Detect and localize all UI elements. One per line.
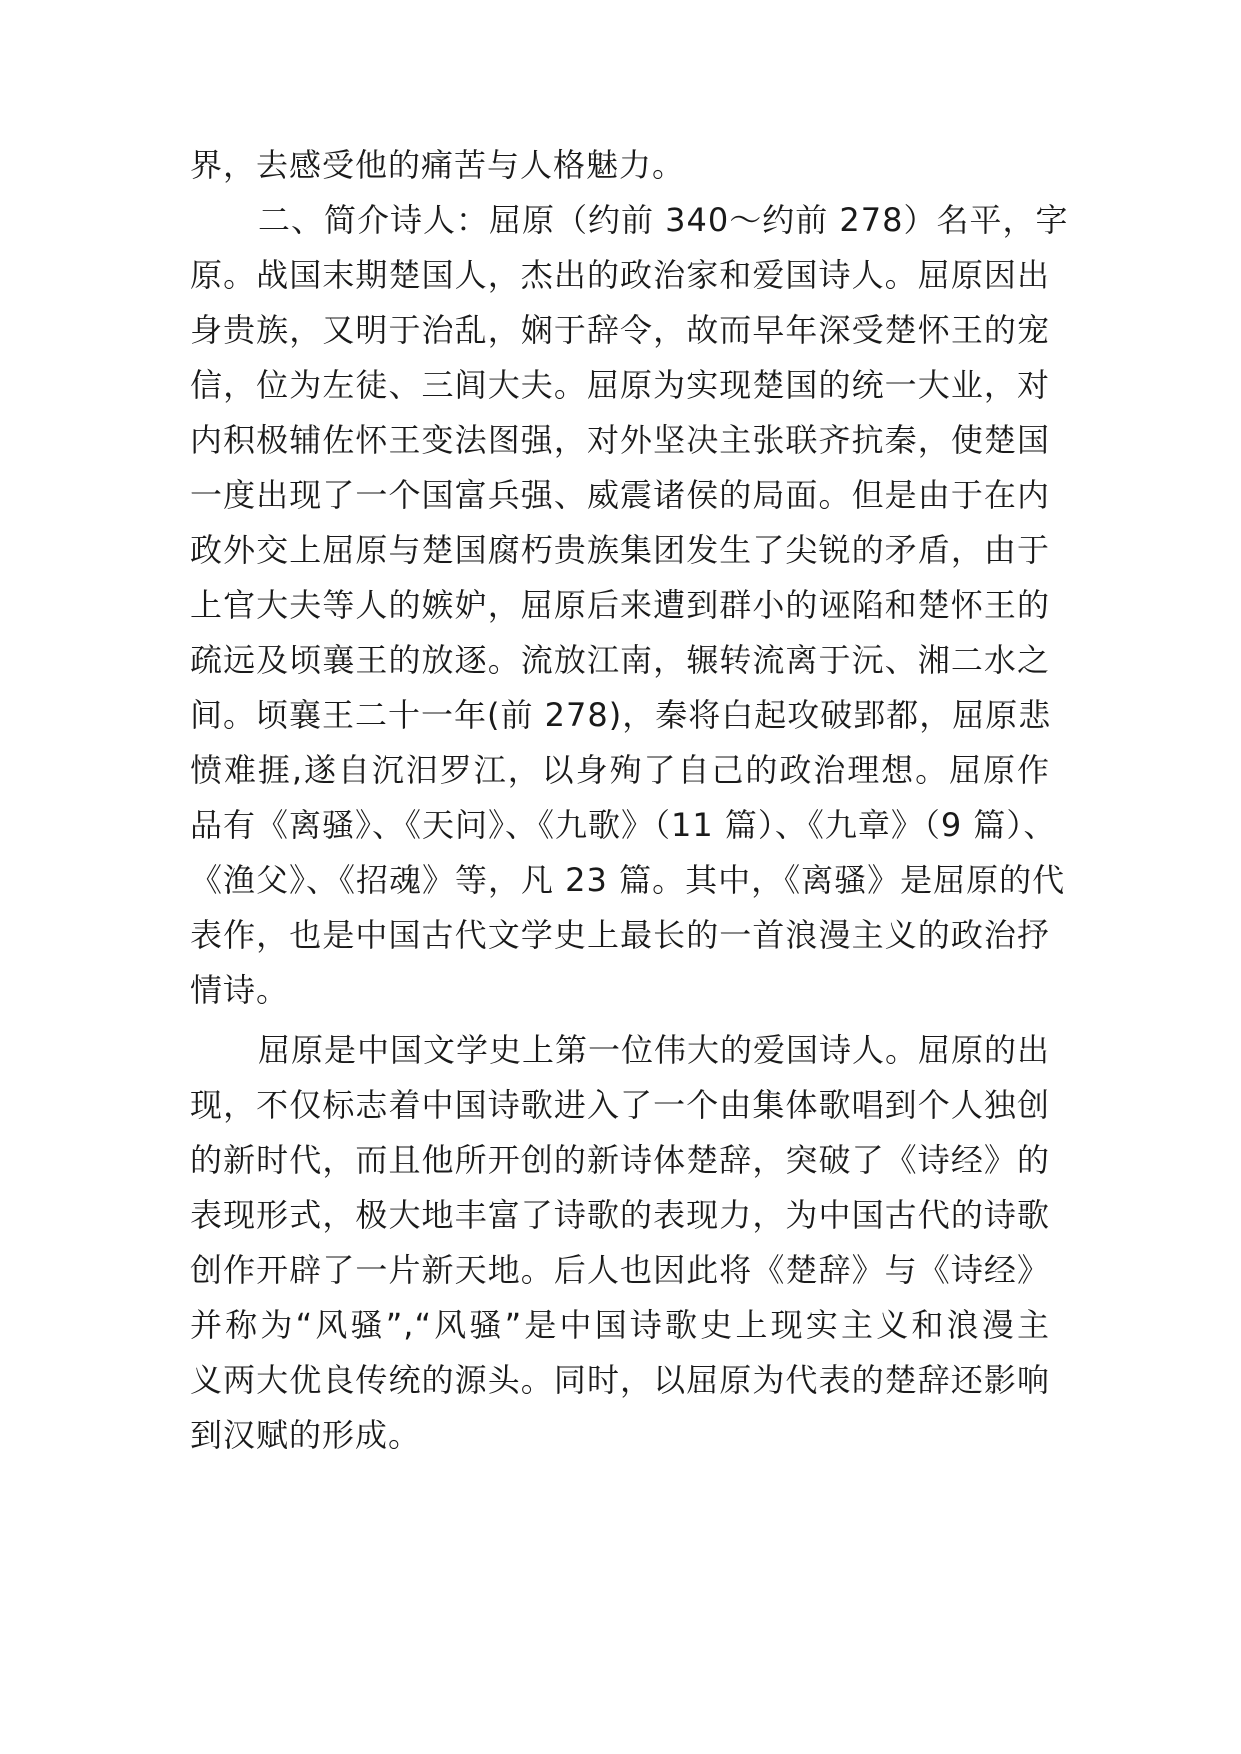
paragraph-2-line-5: 并称为“风骚”,“风骚”是中国诗歌史上现实主义和浪漫主 (190, 1306, 1050, 1344)
paragraph-1-line-5: 一度出现了一个国富兵强、威震诸侯的局面。但是由于在内 (190, 476, 1050, 514)
paragraph-1-line-6: 政外交上屈原与楚国腐朽贵族集团发生了尖锐的矛盾，由于 (190, 531, 1050, 569)
paragraph-2-line-6: 义两大优良传统的源头。同时，以屈原为代表的楚辞还影响 (190, 1361, 1050, 1399)
paragraph-1-line-8: 疏远及顷襄王的放逐。流放江南，辗转流离于沅、湘二水之 (190, 641, 1050, 679)
paragraph-2-line-1: 现，不仅标志着中国诗歌进入了一个由集体歌唱到个人独创 (190, 1086, 1050, 1124)
paragraph-1-line-4: 内积极辅佐怀王变法图强，对外坚决主张联齐抗秦，使楚国 (190, 421, 1050, 459)
paragraph-1-line-2: 身贵族，又明于治乱，娴于辞令，故而早年深受楚怀王的宠 (190, 311, 1050, 349)
paragraph-2-line-3: 表现形式，极大地丰富了诗歌的表现力，为中国古代的诗歌 (190, 1196, 1050, 1234)
paragraph-1-line-14: 情诗。 (190, 971, 290, 1009)
paragraph-1-line-0: 二、简介诗人：屈原（约前 340～约前 278）名平，字 (258, 201, 1069, 239)
paragraph-1-line-11: 品有《离骚》、《天问》、《九歌》（11 篇）、《九章》（9 篇）、 (190, 806, 1057, 844)
paragraph-1-line-7: 上官大夫等人的嫉妒，屈原后来遭到群小的诬陷和楚怀王的 (190, 586, 1050, 624)
paragraph-1-line-13: 表作，也是中国古代文学史上最长的一首浪漫主义的政治抒 (190, 916, 1050, 954)
paragraph-2-line-0: 屈原是中国文学史上第一位伟大的爱国诗人。屈原的出 (258, 1031, 1051, 1069)
paragraph-2-line-2: 的新时代，而且他所开创的新诗体楚辞，突破了《诗经》的 (190, 1141, 1050, 1179)
paragraph-1-line-12: 《渔父》、《招魂》等，凡 23 篇。其中，《离骚》是屈原的代 (190, 861, 1066, 899)
paragraph-1-line-9: 间。顷襄王二十一年(前 278)，秦将白起攻破郢都，屈原悲 (190, 696, 1052, 734)
paragraph-2-line-4: 创作开辟了一片新天地。后人也因此将《楚辞》与《诗经》 (190, 1251, 1050, 1289)
paragraph-1-line-10: 愤难捱,遂自沉汨罗江，以身殉了自己的政治理想。屈原作 (190, 751, 1050, 789)
paragraph-1-line-1: 原。战国末期楚国人，杰出的政治家和爱国诗人。屈原因出 (190, 256, 1050, 294)
paragraph-2-line-7: 到汉赋的形成。 (190, 1416, 422, 1454)
paragraph-0-line-0: 界，去感受他的痛苦与人格魅力。 (190, 146, 686, 184)
paragraph-1-line-3: 信，位为左徒、三闾大夫。屈原为实现楚国的统一大业，对 (190, 366, 1050, 404)
